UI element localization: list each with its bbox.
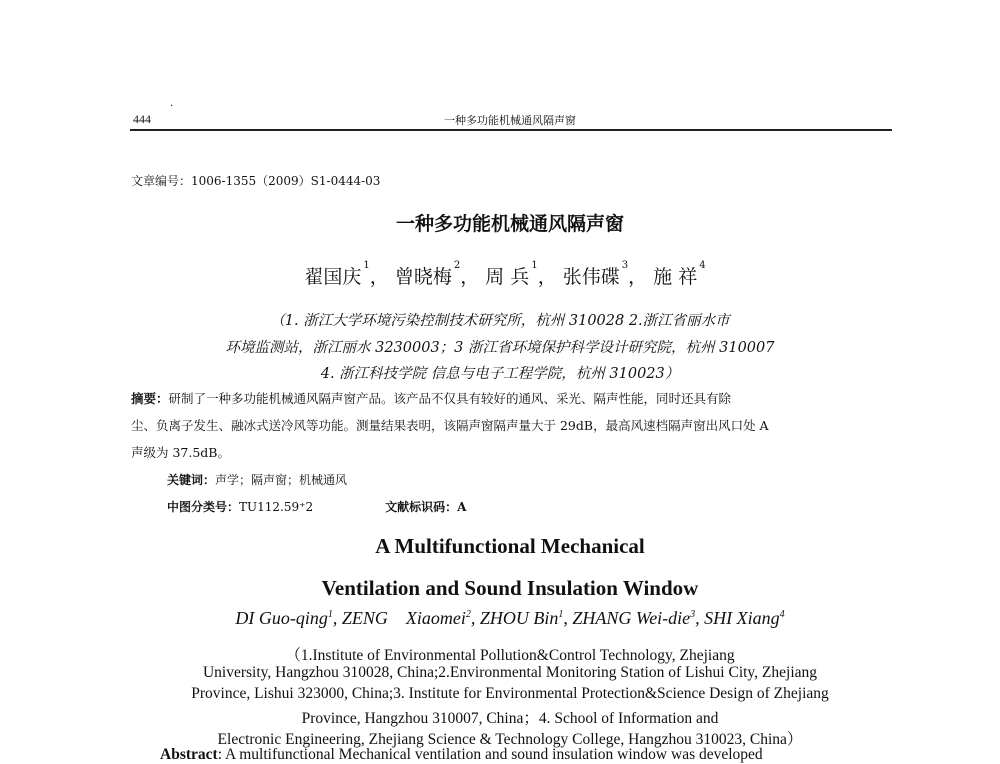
en-affiliation-line: University, Hangzhou 310028, China;2.Environmental Monitoring Station of Lishui City, Zhejiang [202, 664, 818, 681]
page-number: 444 [133, 112, 151, 126]
cn-affiliation-line: （1. 浙江大学环境污染控制技术研究所，杭州 310028 2.浙江省丽水市 [270, 313, 730, 329]
cn-author-sup: 4 [699, 260, 706, 271]
cn-authors: 翟国庆$^1$， 曾晓梅$^2$， 周 兵$^1$， 张伟碟$^3$， 施 祥$^4$ [304, 260, 706, 288]
en-author: SHI Xiang [704, 608, 780, 628]
cn-author-sup: 1 [363, 260, 370, 271]
clc-label: 中图分类号： [167, 500, 240, 514]
cn-author: 翟国庆 [304, 266, 362, 288]
en-authors: DI Guo-qing$^1$, ZENG Xiaomei$^2$, ZHOU Bin$^1$, ZHANG Wei-die$^3$, SHI Xiang$^4$ [235, 608, 785, 628]
en-affiliation-line: Electronic Engineering, Zhejiang Science & Technology College, Hangzhou 310023, China） [217, 731, 803, 748]
keywords-label: 关键词： [167, 473, 216, 487]
en-author: ZHOU Bin [479, 608, 559, 628]
cn-author: 周 兵 [485, 266, 530, 288]
cn-abstract-line: 摘要：研制了一种多功能机械通风隔声窗产品。该产品不仅具有较好的通风、采光、隔声性能，同时还具有除 [131, 391, 732, 406]
en-author: DI Guo-qing [235, 608, 328, 628]
running-title: 一种多功能机械通风隔声窗 [444, 114, 576, 127]
cn-abstract-label: 摘要： [131, 391, 169, 406]
cn-author: 曾晓梅 [394, 266, 452, 288]
doc-code-label: 文献标识码： [385, 500, 458, 514]
cn-abstract-line: 声级为 37.5dB。 [131, 445, 230, 460]
en-title-line: A Multifunctional Mechanical [375, 534, 645, 558]
en-affiliation-line: （1.Institute of Environmental Pollution&Control Technology, Zhejiang [285, 647, 735, 664]
keywords [167, 471, 347, 488]
keywords-value: 声学；隔声窗；机械通风 [215, 473, 348, 487]
cn-author: 张伟碟 [562, 266, 620, 288]
cn-author-sup: 3 [621, 260, 629, 271]
en-abstract [160, 746, 763, 764]
classification [167, 498, 466, 515]
cn-affiliation-line: 4. 浙江科技学院 信息与电子工程学院，杭州 310023） [320, 366, 680, 382]
en-affiliation-line: Province, Lishui 323000, China;3. Institute for Environmental Protection&Science Design of Zhejiang [191, 685, 829, 702]
cn-affiliation-line: 环境监测站，浙江丽水 3230003；3 浙江省环境保护科学设计研究院，杭州 310007 [225, 340, 775, 356]
header-mark: · [170, 101, 174, 112]
cn-abstract-line: 尘、负离子发生、融冰式送冷风等功能。测量结果表明，该隔声窗隔声量大于 29dB，最高风速档隔声窗出风口处 A [131, 418, 769, 433]
article-number: 文章编号：1006-1355（2009）S1-0444-03 [131, 174, 381, 188]
en-author: ZENG Xiaomei [341, 608, 466, 628]
en-affiliation-line: Province, Hangzhou 310007, China；4. School of Information and [301, 710, 719, 727]
en-abstract-label: Abstract [160, 746, 218, 763]
en-title-line: Ventilation and Sound Insulation Window [321, 576, 699, 600]
clc-value: TU112.59⁺2 [239, 500, 314, 514]
cn-author: 施 祥 [653, 266, 698, 288]
header-rule [130, 129, 892, 131]
cn-title: 一种多功能机械通风隔声窗 [395, 213, 624, 235]
en-author: ZHANG Wei-die [572, 608, 691, 628]
en-abstract-text: : A multifunctional Mechanical ventilation and sound insulation window was developed [217, 746, 763, 763]
cn-author-sup: 2 [453, 260, 461, 271]
doc-code-value: A [457, 500, 467, 514]
cn-author-sup: 1 [531, 260, 538, 271]
